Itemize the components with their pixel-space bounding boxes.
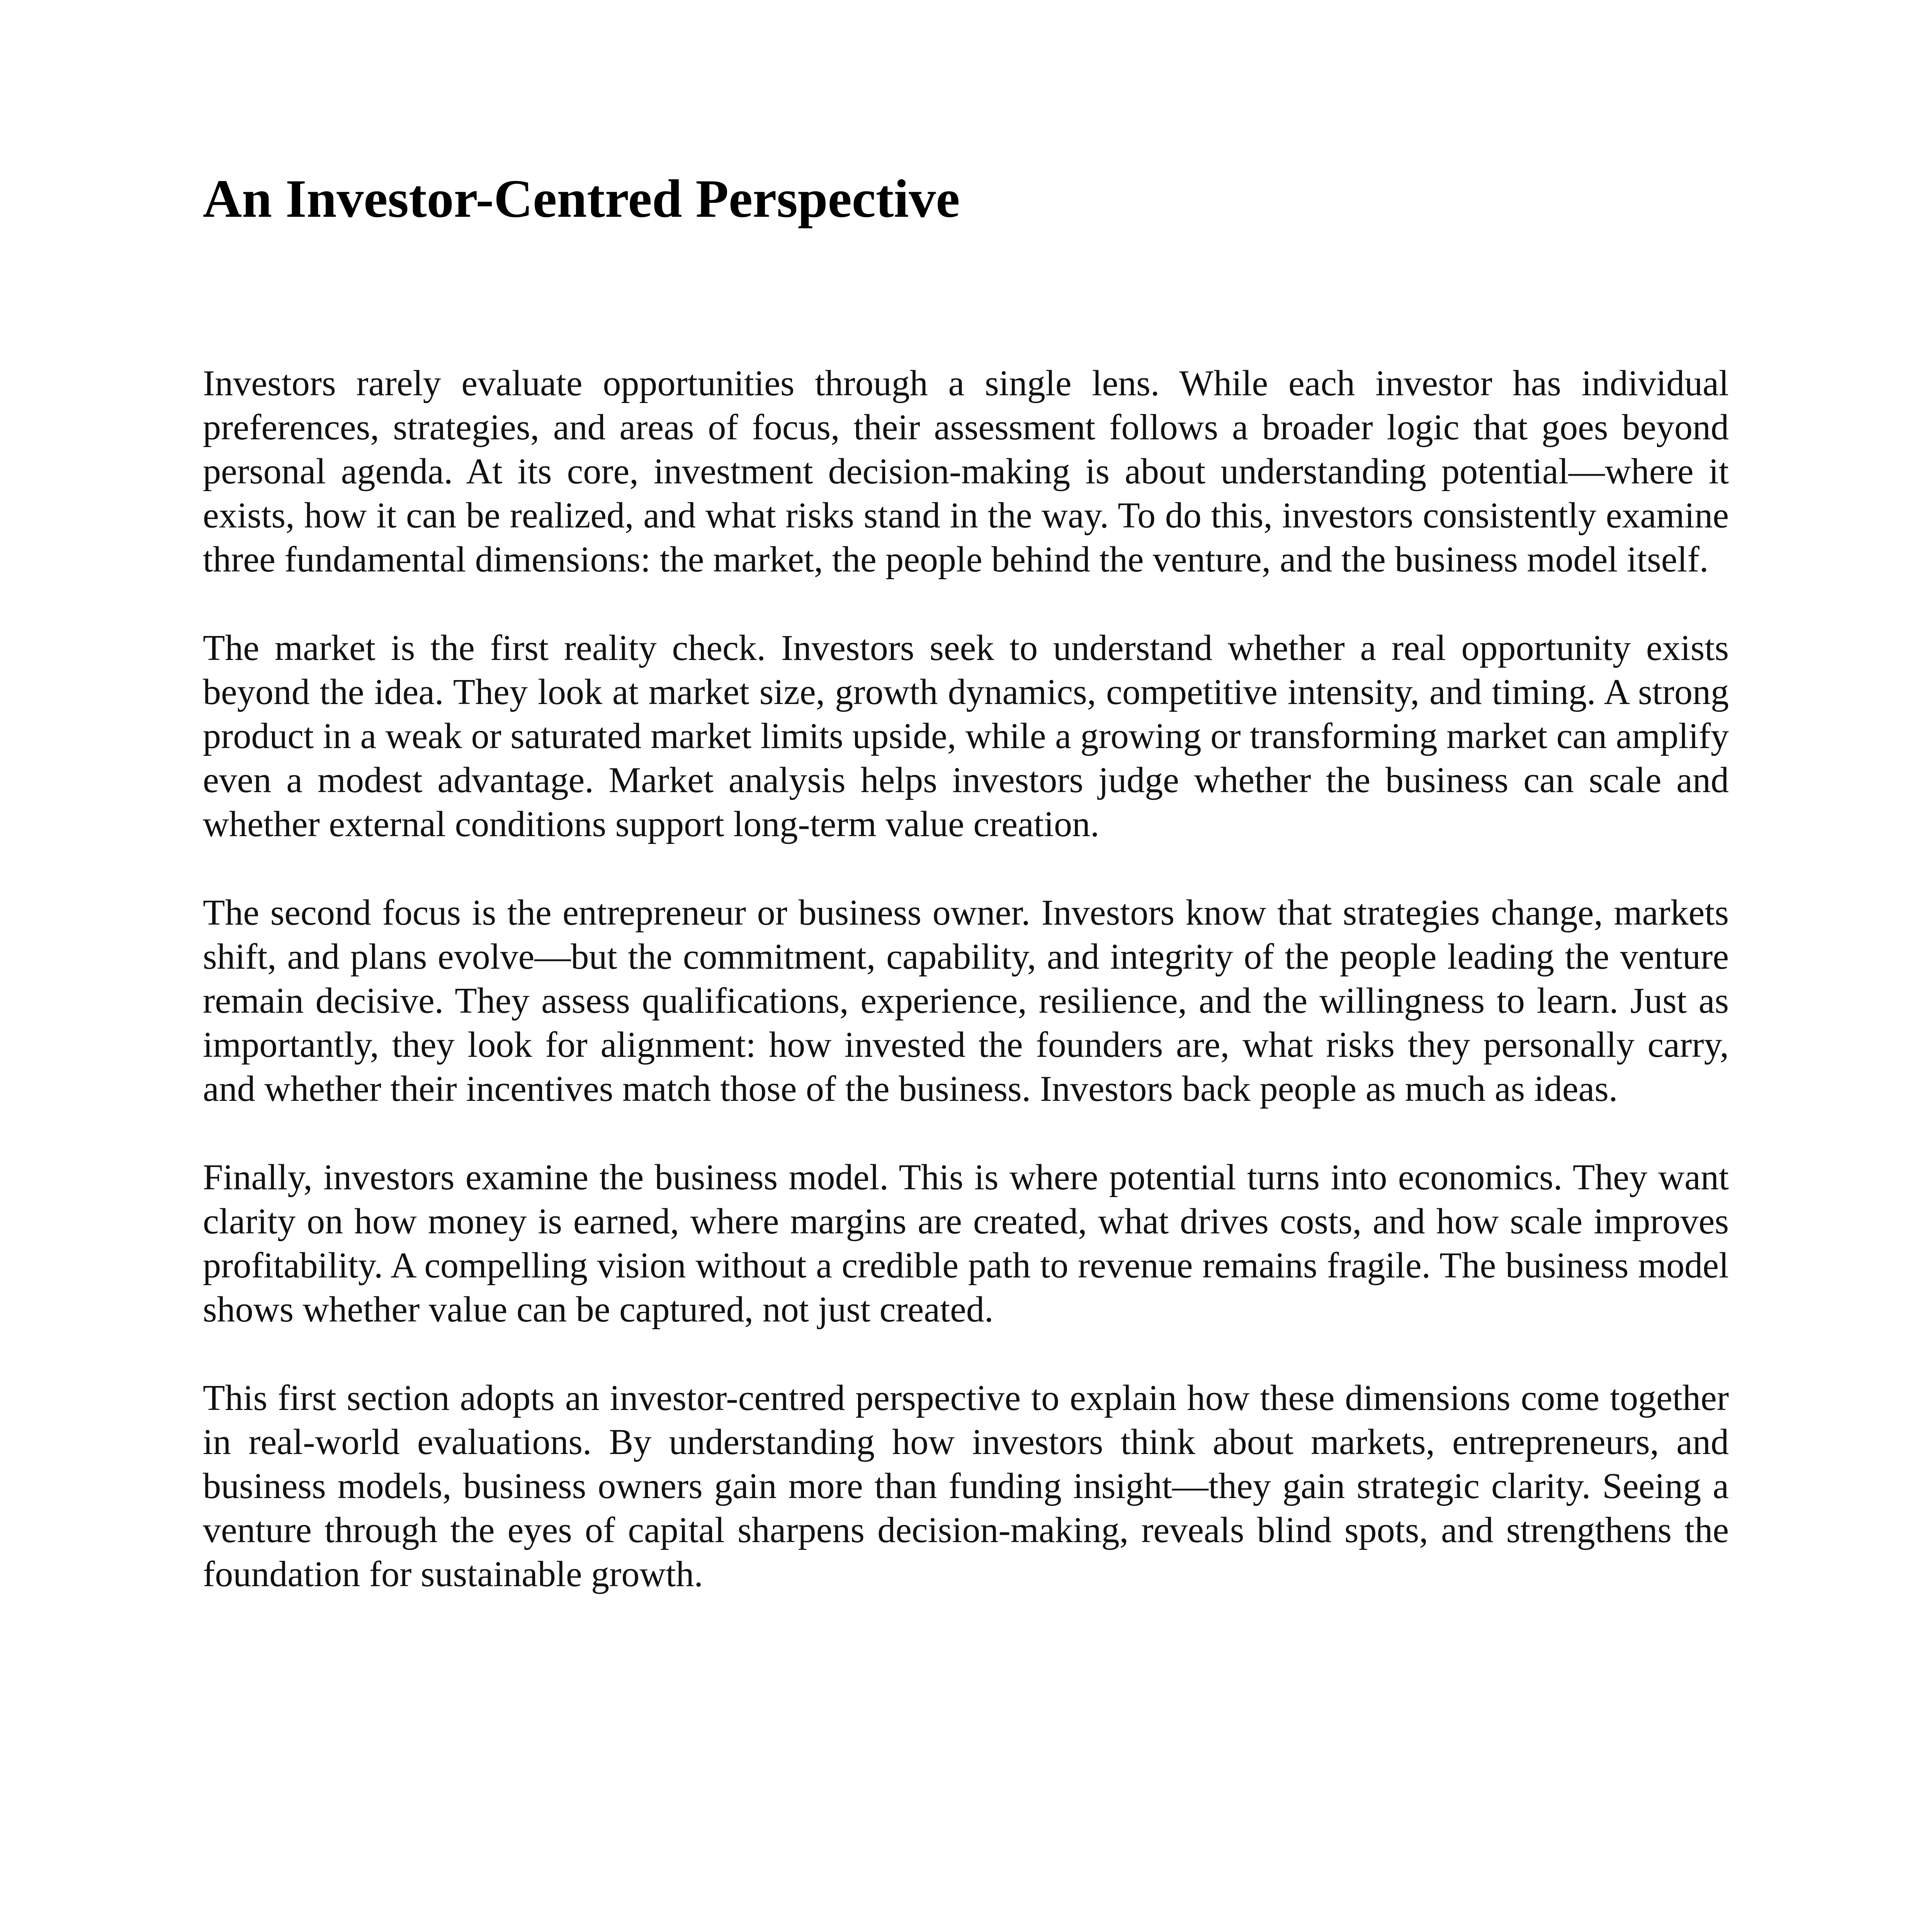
paragraph-section-summary: This first section adopts an investor-centred perspective to explain how these dimensions come together in real-world evaluations. By understanding how investors think about markets, entrepreneurs, and business models, business owners gain more than funding insight—they gain strategic clarity. Seeing a venture through the eyes of capital sharpens decision-making, reveals blind spots, and strengthens the foundation for sustainable growth.	[203, 1378, 1729, 1594]
paragraph-entrepreneur: The second focus is the entrepreneur or business owner. Investors know that strategies change, markets shift, and plans evolve—but the commitment, capability, and integrity of the people leading the venture remain decisive. They assess qualifications, experience, resilience, and the willingness to learn. Just as importantly, they look for alignment: how invested the founders are, what risks they personally carry, and whether their incentives match those of the business. Investors back people as much as ideas.	[203, 893, 1729, 1109]
paragraph-market: The market is the first reality check. Investors seek to understand whether a real opportunity exists beyond the idea. They look at market size, growth dynamics, competitive intensity, and timing. A strong product in a weak or saturated market limits upside, while a growing or transforming market can amplify even a modest advantage. Market analysis helps investors judge whether the business can scale and whether external conditions support long-term value creation.	[203, 628, 1729, 844]
body-text	[203, 361, 1729, 1641]
paragraph-intro: Investors rarely evaluate opportunities through a single lens. While each investor has individual preferences, strategies, and areas of focus, their assessment follows a broader logic that goes beyond personal agenda. At its core, investment decision-making is about understanding potential—where it exists, how it can be realized, and what risks stand in the way. To do this, investors consistently examine three fundamental dimensions: the market, the people behind the venture, and the business model itself.	[203, 363, 1729, 580]
paragraph-business-model: Finally, investors examine the business model. This is where potential turns into economics. They want clarity on how money is earned, where margins are created, what drives costs, and how scale improves profitability. A compelling vision without a credible path to revenue remains fragile. The business model shows whether value can be captured, not just created.	[203, 1157, 1729, 1330]
page-title: An Investor-Centred Perspective	[203, 169, 960, 229]
